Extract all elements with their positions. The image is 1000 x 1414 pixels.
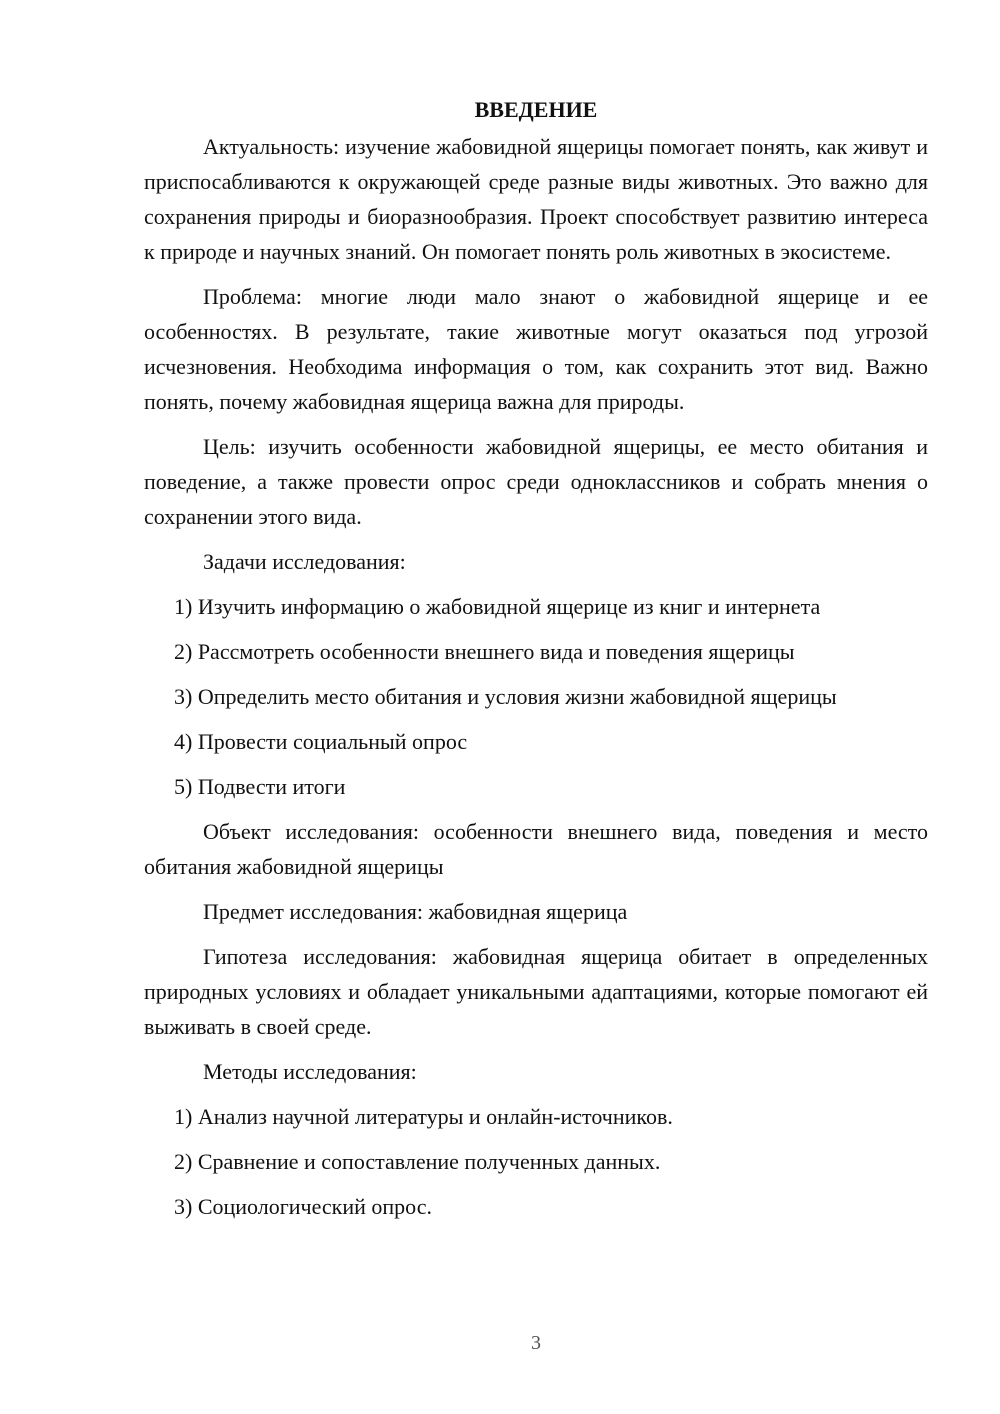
method-item-1: 1) Анализ научной литературы и онлайн-источников. — [174, 1104, 673, 1129]
task-item-3: 3) Определить место обитания и условия жизни жабовидной ящерицы — [174, 684, 837, 709]
page-number: 3 — [531, 1332, 541, 1354]
tasks-heading: Задачи исследования: — [203, 549, 406, 574]
methods-heading: Методы исследования: — [203, 1059, 417, 1084]
hypothesis-paragraph: Гипотеза исследования: жабовидная ящерица обитает в определенных природных условиях и обладает уникальными адаптациями, которые помогают ей выживать в своей среде. — [144, 944, 928, 1039]
task-item-5: 5) Подвести итоги — [174, 774, 346, 799]
problem-paragraph: Проблема: многие люди мало знают о жабовидной ящерице и ее особенностях. В результате, такие животные могут оказаться под угрозой исчезновения. Необходима информация о том, как сохранить этот вид. Важно понять, почему жабовидная ящерица важна для природы. — [144, 284, 928, 414]
task-item-1: 1) Изучить информацию о жабовидной ящерице из книг и интернета — [174, 594, 821, 619]
goal-paragraph: Цель: изучить особенности жабовидной ящерицы, ее место обитания и поведение, а также провести опрос среди одноклассников и собрать мнения о сохранении этого вида. — [144, 434, 928, 529]
method-item-2: 2) Сравнение и сопоставление полученных данных. — [174, 1149, 661, 1174]
object-paragraph: Объект исследования: особенности внешнего вида, поведения и место обитания жабовидной ящерицы — [144, 819, 928, 879]
document-page — [144, 92, 928, 1234]
page-title: ВВЕДЕНИЕ — [474, 97, 598, 122]
relevance-paragraph: Актуальность: изучение жабовидной ящерицы помогает понять, как живут и приспосабливаются к окружающей среде разные виды животных. Это важно для сохранения природы и биоразнообразия. Проект способствует развитию интереса к природе и научных знаний. Он помогает понять роль животных в экосистеме. — [144, 134, 928, 264]
method-item-3: 3) Социологический опрос. — [174, 1194, 432, 1219]
task-item-2: 2) Рассмотреть особенности внешнего вида и поведения ящерицы — [174, 639, 795, 664]
subject-paragraph: Предмет исследования: жабовидная ящерица — [203, 899, 628, 924]
task-item-4: 4) Провести социальный опрос — [174, 729, 468, 754]
